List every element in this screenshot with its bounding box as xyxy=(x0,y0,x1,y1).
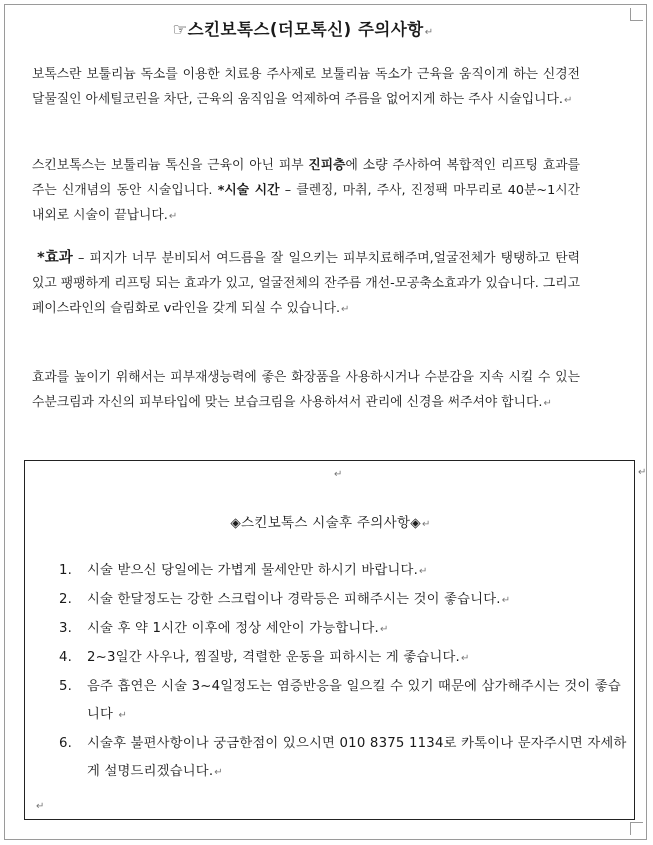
notice-list xyxy=(59,557,627,787)
notice-box-title-text: ◈스킨보톡스 시술후 주의사항◈ xyxy=(230,515,421,531)
list-item-number: 1. xyxy=(59,563,73,578)
list-item-text: 시술 한달정도는 강한 스크럽이나 경락등은 피해주시는 것이 좋습니다. xyxy=(87,592,501,607)
paragraph-intro-text: 보톡스란 보툴리늄 독소를 이용한 치료용 주사제로 보툴리늄 독소가 근육을 움직이게 하는 신경전달물질인 아세틸코린을 차단, 근육의 움직임을 억제하여 주름을 없어지게 하는 주사 시술입니다. xyxy=(32,67,580,107)
paragraph-mark: ↵ xyxy=(543,398,552,409)
paragraph-mark: ↵ xyxy=(638,467,647,478)
paragraph-mark: ↵ xyxy=(214,767,223,778)
list-item xyxy=(59,586,627,615)
list-item-text: 시술 받으신 당일에는 가볍게 물세안만 하시기 바랍니다. xyxy=(87,563,419,578)
paragraph-effect-text: – 피지가 너무 분비되서 여드름을 잘 일으키는 피부치료해주며,얼굴전체가 탱탱하고 탄력있고 팽팽하게 리프팅 되는 효과가 있고, 얼굴전체의 잔주름 개선-모공축소효과가 있습니다. 그리고 페이스라인의 슬림화로 v라인을 갖게 되실 수 있습니다. xyxy=(32,251,580,316)
page-corner-mark xyxy=(630,822,643,835)
paragraph-mark: ↵ xyxy=(36,801,45,812)
paragraph-mark: ↵ xyxy=(424,27,434,38)
paragraph-mark: ↵ xyxy=(341,304,350,315)
list-item-text: 음주 흡연은 시술 3~4일정도는 염증반응을 일으킬 수 있기 때문에 삼가해주시는 것이 좋습니다 xyxy=(87,679,621,722)
paragraph-mark: ↵ xyxy=(168,211,178,222)
paragraph-effect xyxy=(32,246,580,322)
paragraph-mark: ↵ xyxy=(419,566,428,577)
list-item xyxy=(59,615,627,644)
paragraph-mark: ↵ xyxy=(118,710,128,721)
notice-box-title xyxy=(25,511,636,531)
list-item xyxy=(59,644,627,673)
page-corner-mark xyxy=(630,8,643,21)
notice-box xyxy=(24,460,647,820)
list-item-number: 6. xyxy=(59,736,73,751)
paragraph-mark: ↵ xyxy=(460,653,470,664)
paragraph-skin-botox-bold-time: *시술 시간 xyxy=(217,183,280,198)
document-title xyxy=(0,16,606,40)
list-item-number: 3. xyxy=(59,621,73,636)
list-item-text: 2~3일간 사우나, 찜질방, 격렬한 운동을 피하시는 게 좋습니다. xyxy=(87,650,460,665)
list-item xyxy=(59,673,627,730)
list-item xyxy=(59,557,627,586)
list-item-number: 4. xyxy=(59,650,73,665)
paragraph-skin-botox-bold-dermis: 진피층 xyxy=(308,158,346,173)
paragraph-intro xyxy=(32,62,580,113)
list-item-number: 5. xyxy=(59,679,73,694)
list-item-text: 시술후 불편사항이나 궁금한점이 있으시면 010 8375 1134로 카톡이나 문자주시면 자세하게 설명드리겠습니다. xyxy=(87,736,627,779)
list-item-text: 시술 후 약 1시간 이후에 정상 세안이 가능합니다. xyxy=(87,621,379,636)
paragraph-skin-botox-text-c: – 클렌징, 마취, 주사, 진정팩 마무리로 40분~1시간 내외로 시술이 끝납니다. xyxy=(32,183,580,223)
paragraph-skin-botox xyxy=(32,153,580,229)
paragraph-effect-heading: *효과 xyxy=(37,250,73,266)
paragraph-skin-botox-text-a: 스킨보톡스는 보툴리늄 톡신을 근육이 아닌 피부 xyxy=(32,158,309,173)
paragraph-mark: ↵ xyxy=(501,595,511,606)
paragraph-care xyxy=(32,365,580,416)
document-title-text: ☞스킨보톡스(더모톡신) 주의사항 xyxy=(172,20,424,39)
list-item-number: 2. xyxy=(59,592,73,607)
paragraph-mark: ↵ xyxy=(334,469,343,480)
list-item xyxy=(59,730,627,787)
paragraph-mark: ↵ xyxy=(379,624,389,635)
paragraph-skin-botox-text-b: 에 소량 주사하여 복합적인 리프팅 효과를 주는 신개념의 동안 시술입니다. xyxy=(32,158,580,198)
paragraph-mark: ↵ xyxy=(421,519,431,530)
paragraph-care-text: 효과를 높이기 위해서는 피부재생능력에 좋은 화장품을 사용하시거나 수분감을 지속 시킬 수 있는 수분크림과 자신의 피부타입에 맞는 보습크림을 사용하셔서 관리에 신경을 써주셔야 합니다. xyxy=(32,370,580,410)
paragraph-mark: ↵ xyxy=(563,95,573,106)
